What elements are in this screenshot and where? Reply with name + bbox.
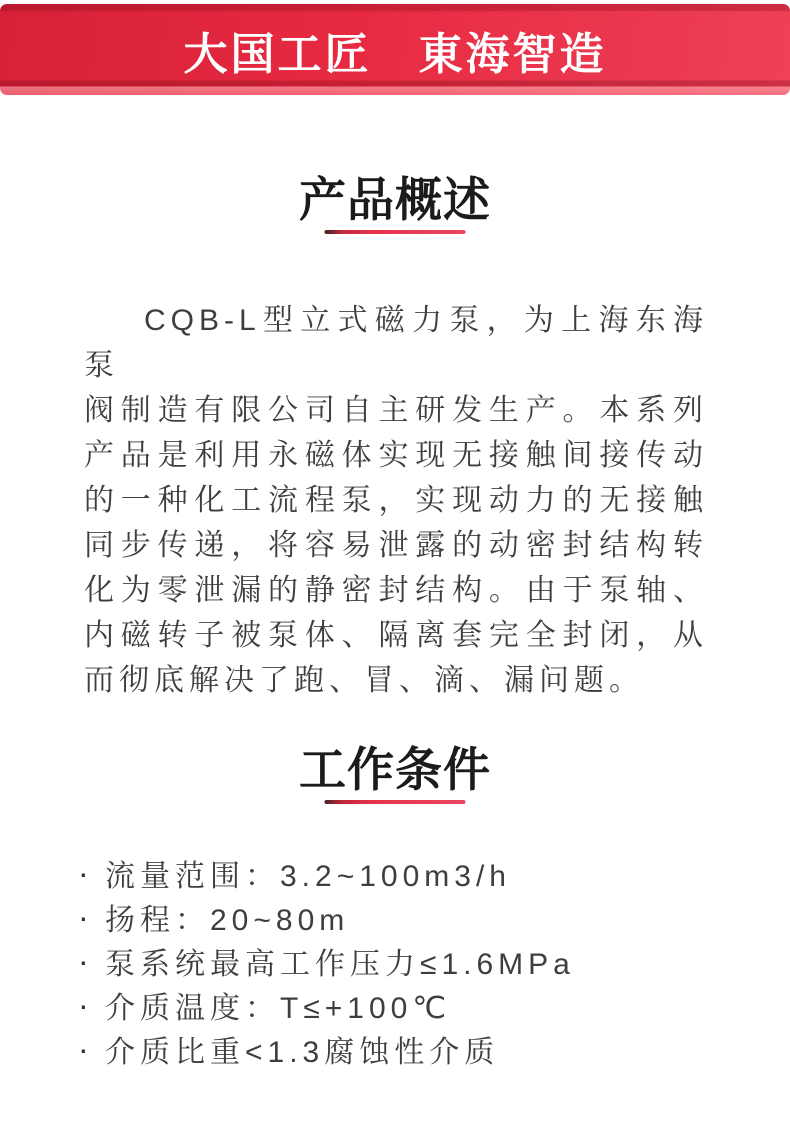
conditions-section-title: 工作条件	[299, 743, 491, 796]
condition-item	[78, 939, 738, 983]
overview-section-title: 产品概述	[299, 173, 491, 226]
overview-paragraph	[84, 298, 708, 703]
condition-item	[78, 895, 738, 939]
conditions-list	[78, 851, 738, 1071]
paragraph-line: CQB-L型立式磁力泵，为上海东海泵	[84, 304, 708, 382]
condition-item	[78, 851, 738, 895]
bullet-icon: ·	[78, 942, 89, 979]
bullet-icon: ·	[78, 898, 89, 935]
paragraph-line: 内磁转子被泵体、隔离套完全封闭，从	[84, 619, 708, 652]
overview-title-underline	[325, 230, 466, 234]
paragraph-line: 化为零泄漏的静密封结构。由于泵轴、	[84, 574, 708, 607]
paragraph-line: 阀制造有限公司自主研发生产。本系列	[84, 394, 708, 427]
paragraph-line: 同步传递，将容易泄露的动密封结构转	[84, 529, 708, 562]
condition-text: 流量范围：3.2~100m3/h	[105, 860, 511, 893]
bullet-icon: ·	[78, 1030, 89, 1067]
banner-title: 大国工匠 東海智造	[183, 29, 607, 79]
bullet-icon: ·	[78, 986, 89, 1023]
condition-text: 介质比重<1.3腐蚀性介质	[105, 1036, 500, 1069]
condition-item	[78, 1027, 738, 1071]
condition-text: 泵系统最高工作压力≤1.6MPa	[105, 948, 575, 981]
condition-text: 扬程：20~80m	[105, 904, 350, 937]
paragraph-line: 而彻底解决了跑、冒、滴、漏问题。	[84, 664, 644, 697]
condition-text: 介质温度：T≤+100℃	[105, 992, 452, 1025]
paragraph-line: 的一种化工流程泵，实现动力的无接触	[84, 484, 708, 517]
conditions-title-underline	[325, 800, 466, 804]
paragraph-line: 产品是利用永磁体实现无接触间接传动	[84, 439, 708, 472]
header-banner	[0, 4, 790, 95]
condition-item	[78, 983, 738, 1027]
bullet-icon: ·	[78, 854, 89, 891]
